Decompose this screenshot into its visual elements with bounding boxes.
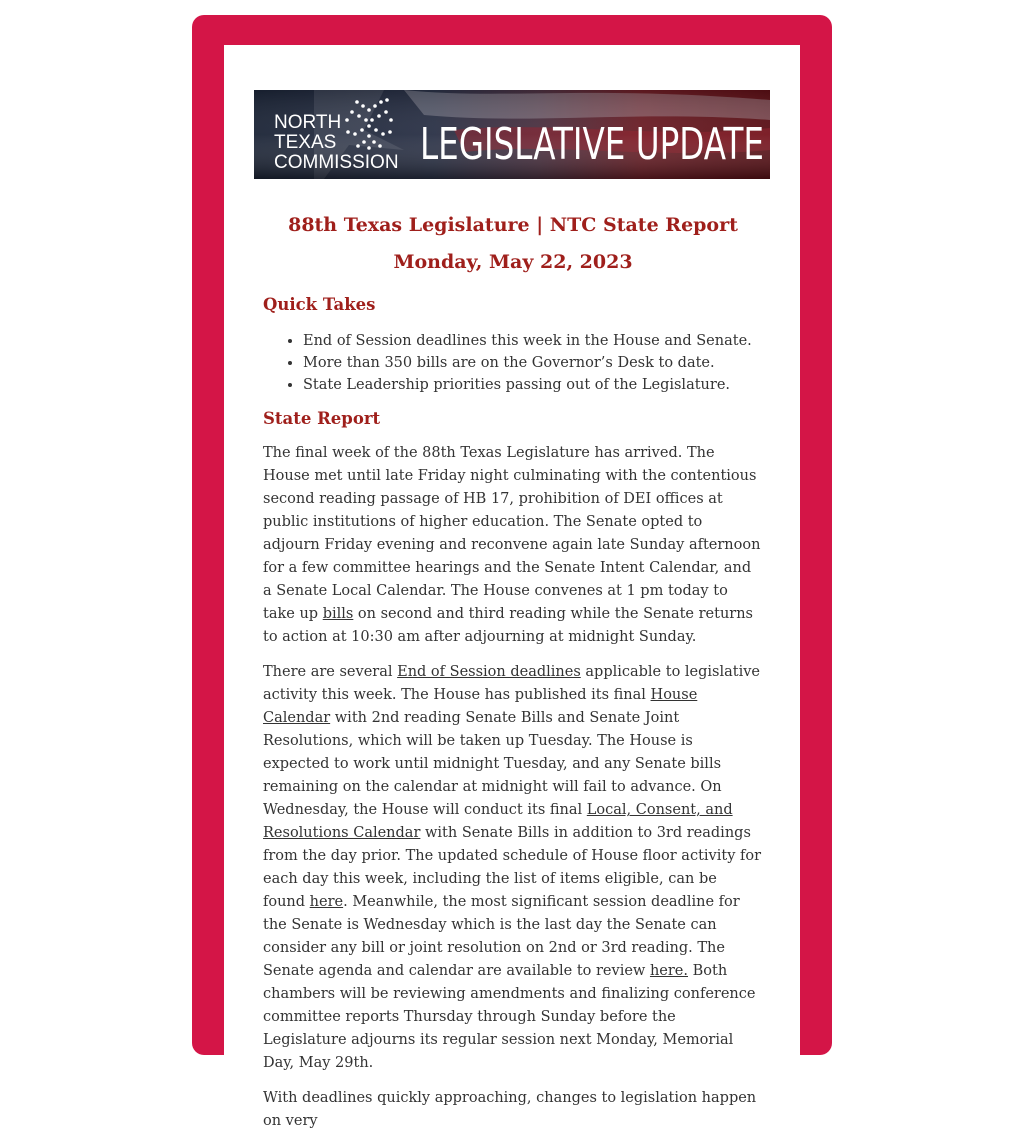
paragraph-text: Both chambers will be reviewing amendments and finalizing conference committee reports Thursday through Sunday before the Legislature adjourns its regular session next Monday, Memorial Day, May 29th.: [263, 963, 756, 1071]
house-calendar-link[interactable]: House Calendar: [263, 687, 698, 726]
senate-agenda-here-link[interactable]: here.: [649, 963, 688, 979]
legislative-update-banner: [254, 90, 770, 179]
bills-link[interactable]: bills: [322, 606, 354, 622]
quick-take-item: • State Leadership priorities passing out of the Legislature.: [303, 374, 763, 396]
quick-takes-list: [263, 330, 763, 396]
banner-title: LEGISLATIVE UPDATE: [420, 119, 764, 170]
report-date: Monday, May 22, 2023: [393, 251, 633, 273]
newsletter-content: [263, 213, 763, 1133]
local-consent-calendar-link[interactable]: Local, Consent, and Resolutions Calendar: [263, 802, 733, 841]
email-frame: [192, 15, 832, 1129]
paragraph-text: There are several: [263, 664, 398, 680]
quick-takes-heading: Quick Takes: [263, 295, 376, 314]
paragraph-text: with Senate Bills in addition to 3rd readings from the day prior. The updated schedule of House floor activity for each day this week, including the list of items eligible, can be found: [263, 825, 762, 910]
state-report-heading: State Report: [263, 409, 381, 428]
house-schedule-here-link[interactable]: here: [309, 894, 344, 910]
paragraph-text: with 2nd reading Senate Bills and Senate Joint Resolutions, which will be taken up Tuesday. The House is expected to work until midnight Tuesday, and any Senate bills remaining on the calendar at midnight will fail to advance. On Wednesday, the House will conduct its final: [263, 710, 722, 818]
banner-org-line2: TEXAS: [274, 132, 337, 153]
paragraph-text: on second and third reading while the Senate returns to action at 10:30 am after adjourning at midnight Sunday.: [263, 606, 753, 645]
quick-take-item: • End of Session deadlines this week in the House and Senate.: [303, 330, 763, 352]
paragraph-text: The final week of the 88th Texas Legislature has arrived. The House met until late Friday night culminating with the contentious second reading passage of HB 17, prohibition of DEI offices at public institutions of higher education. The Senate opted to adjourn Friday evening and reconvene again late Sunday afternoon for a few committee hearings and the Senate Intent Calendar, and a Senate Local Calendar. The House convenes at 1 pm today to take up: [263, 445, 761, 622]
report-title: 88th Texas Legislature | NTC State Report: [288, 214, 738, 236]
newsletter-body: [224, 45, 800, 1129]
paragraph-text: . Meanwhile, the most significant session deadline for the Senate is Wednesday which is the last day the Senate can consider any bill or joint resolution on 2nd or 3rd reading. The Senate agenda and calendar are available to review: [263, 894, 740, 979]
end-of-session-deadlines-link[interactable]: End of Session deadlines: [397, 664, 581, 680]
paragraph-text: applicable to legislative activity this week. The House has published its final: [263, 664, 761, 703]
state-report-paragraph-2: [263, 661, 763, 1075]
quick-take-item: • More than 350 bills are on the Governor’s Desk to date.: [303, 352, 763, 374]
banner-org-line1: NORTH: [274, 112, 342, 133]
state-report-paragraph-1: [263, 442, 763, 649]
state-report-paragraph-3: With deadlines quickly approaching, changes to legislation happen on very: [263, 1090, 757, 1129]
banner-org-line3: COMMISSION: [274, 152, 399, 173]
